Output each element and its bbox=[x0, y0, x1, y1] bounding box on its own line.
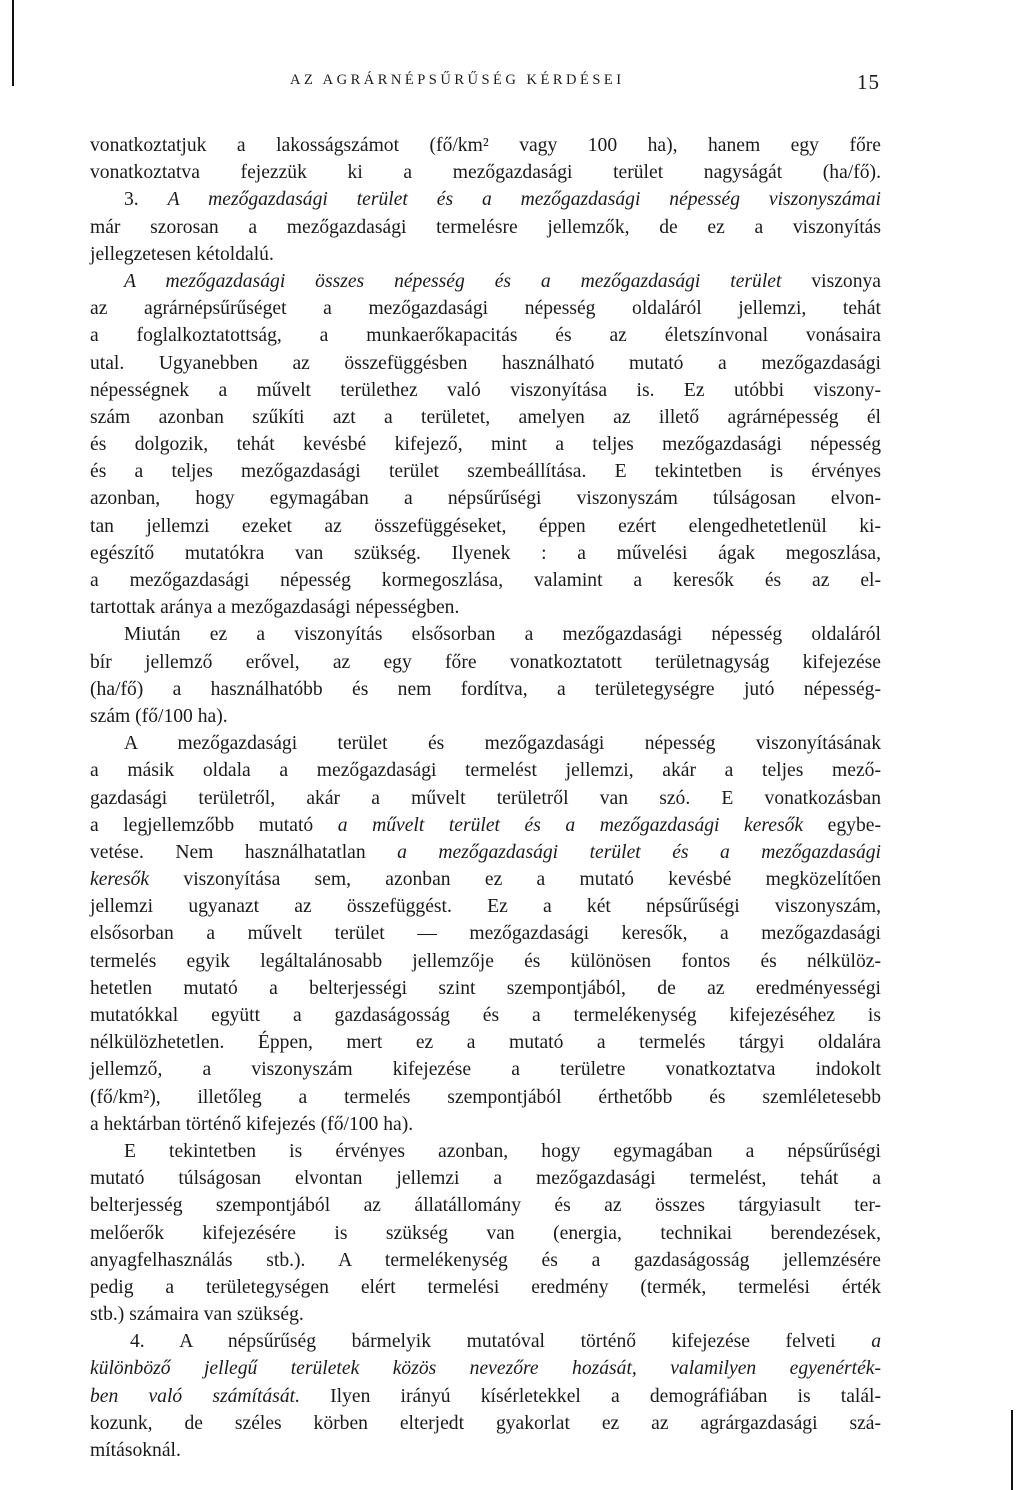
text-line bbox=[90, 1274, 881, 1301]
text-segment: egészítő mutatókra van szükség. Ilyenek : a művelési ágak megoszlása, bbox=[90, 542, 881, 564]
text-line bbox=[90, 458, 881, 485]
italic-text: a bbox=[871, 1331, 881, 1353]
text-line bbox=[90, 350, 881, 377]
text-line bbox=[90, 132, 881, 159]
text-segment: belterjesség szempontjából az állatállomány és az összes tárgyiasult ter- bbox=[90, 1195, 881, 1217]
text-segment: Ilyen irányú kísérletekkel a demográfiában is talál- bbox=[299, 1385, 881, 1407]
text-line bbox=[90, 431, 881, 458]
text-line bbox=[90, 1437, 881, 1464]
italic-text: A mezőgazdasági terület és a mezőgazdasági népesség viszonyszámai bbox=[167, 189, 882, 211]
text-line bbox=[90, 322, 881, 349]
text-segment: nélkülözhetetlen. Éppen, mert ez a mutató a termelés tárgyi oldalára bbox=[90, 1032, 881, 1054]
text-line bbox=[90, 567, 881, 594]
text-line bbox=[90, 186, 881, 213]
text-line bbox=[90, 1138, 881, 1165]
text-line bbox=[90, 1056, 881, 1083]
text-line bbox=[90, 540, 881, 567]
text-line bbox=[90, 812, 881, 839]
text-segment: és dolgozik, tehát kevésbé kifejező, mint a teljes mezőgazdasági népesség bbox=[90, 434, 881, 456]
text-segment: mutatókkal együtt a gazdaságosság és a termelékenység kifejezéséhez is bbox=[90, 1005, 881, 1026]
text-line bbox=[90, 621, 881, 648]
text-line bbox=[90, 377, 881, 404]
page-number: 15 bbox=[857, 70, 880, 94]
text-segment: termelés egyik legáltalánosabb jellemzője és különösen fontos és nélkülöz- bbox=[90, 950, 881, 972]
text-segment: bír jellemző erővel, az egy főre vonatkoztatott területnagyság kifejezése bbox=[90, 651, 881, 673]
text-line bbox=[90, 1383, 881, 1410]
text-line bbox=[90, 295, 881, 322]
text-line bbox=[90, 1192, 881, 1219]
text-segment: szám azonban szűkíti azt a területet, amelyen az illető agrárnépesség él bbox=[90, 406, 881, 428]
text-line bbox=[90, 1247, 881, 1274]
text-line bbox=[90, 1111, 881, 1138]
text-segment: 3. bbox=[124, 189, 168, 211]
text-segment: vonatkoztatjuk a lakosságszámot (fő/km² vagy 100 ha), hanem egy főre bbox=[90, 135, 881, 156]
text-segment: Miután ez a viszonyítás elsősorban a mezőgazdasági népesség oldaláról bbox=[124, 624, 881, 646]
text-line bbox=[90, 159, 881, 186]
body-text bbox=[90, 132, 881, 1464]
running-header bbox=[90, 70, 880, 100]
text-line bbox=[90, 241, 881, 268]
text-line bbox=[90, 513, 881, 540]
text-line bbox=[90, 920, 881, 947]
text-segment: jellegzetesen kétoldalú. bbox=[90, 243, 274, 265]
text-segment: stb.) számaira van szükség. bbox=[90, 1304, 304, 1326]
text-segment: a másik oldala a mezőgazdasági termelést jellemzi, akár a teljes mező- bbox=[90, 760, 881, 782]
text-line bbox=[90, 785, 881, 812]
text-segment: viszonya bbox=[781, 270, 881, 292]
text-segment: jellemző, a viszonyszám kifejezése a területre vonatkoztatva indokolt bbox=[90, 1059, 881, 1081]
text-line bbox=[90, 594, 881, 621]
text-segment: (ha/fő) a használhatóbb és nem fordítva, a területegységre jutó népesség- bbox=[90, 678, 881, 700]
text-line bbox=[90, 893, 881, 920]
text-segment: a legjellemzőbb mutató bbox=[90, 814, 338, 836]
italic-text: különböző jellegű területek közös nevezőre hozását, valamilyen egyenérték- bbox=[90, 1358, 881, 1380]
text-line bbox=[90, 1084, 881, 1111]
text-line bbox=[90, 703, 881, 730]
text-line bbox=[90, 214, 881, 241]
text-segment: népességnek a művelt területhez való viszonyítása is. Ez utóbbi viszony- bbox=[90, 379, 881, 401]
text-segment: anyagfelhasználás stb.). A termelékenység és a gazdaságosság jellemzésére bbox=[90, 1249, 881, 1271]
text-line bbox=[90, 649, 881, 676]
italic-text: keresők bbox=[90, 869, 150, 891]
text-line bbox=[90, 1410, 881, 1437]
text-line bbox=[90, 676, 881, 703]
italic-text: ben való számítását. bbox=[90, 1385, 300, 1407]
text-segment: melőerők kifejezésére is szükség van (energia, technikai berendezések, bbox=[90, 1222, 881, 1244]
text-segment: és a teljes mezőgazdasági terület szembeállítása. E tekintetben is érvényes bbox=[90, 461, 881, 483]
text-segment: egybe- bbox=[803, 814, 881, 836]
text-segment: viszonyítása sem, azonban ez a mutató kevésbé megközelítően bbox=[149, 869, 881, 891]
text-segment: utal. Ugyanebben az összefüggésben használható mutató a mezőgazdasági bbox=[90, 352, 881, 374]
text-line bbox=[90, 268, 881, 295]
text-segment: 4. A népsűrűség bármelyik mutatóval történő kifejezése felveti bbox=[130, 1331, 872, 1353]
text-segment: szám (fő/100 ha). bbox=[90, 705, 228, 727]
text-line bbox=[90, 1165, 881, 1192]
text-segment: az agrárnépsűrűséget a mezőgazdasági népesség oldaláról jellemzi, tehát bbox=[90, 298, 881, 320]
text-segment: azonban, hogy egymagában a népsűrűségi viszonyszám túlságosan elvon- bbox=[90, 488, 881, 510]
text-segment: hetetlen mutató a belterjességi szint szempontjából, de az eredményességi bbox=[90, 977, 881, 999]
text-segment: tan jellemzi ezeket az összefüggéseket, éppen ezért elengedhetetlenül ki- bbox=[90, 515, 881, 537]
text-line bbox=[90, 757, 881, 784]
italic-text: a művelt terület és a mezőgazdasági keresők bbox=[337, 814, 804, 836]
text-line bbox=[90, 1029, 881, 1056]
running-title: AZ AGRÁRNÉPSŰRŰSÉG KÉRDÉSEI bbox=[290, 72, 625, 88]
text-segment: elsősorban a művelt terület — mezőgazdasági keresők, a mezőgazdasági bbox=[90, 923, 881, 945]
text-line bbox=[90, 1002, 881, 1029]
text-segment: gazdasági területről, akár a művelt területről van szó. E vonatkozásban bbox=[90, 787, 881, 809]
text-line bbox=[90, 948, 881, 975]
text-line bbox=[90, 485, 881, 512]
text-segment: már szorosan a mezőgazdasági termelésre jellemzők, de ez a viszonyítás bbox=[90, 216, 881, 238]
text-segment: (fő/km²), illetőleg a termelés szempontjából érthetőbb és szemléletesebb bbox=[90, 1086, 881, 1108]
text-segment: E tekintetben is érvényes azonban, hogy egymagában a népsűrűségi bbox=[124, 1140, 881, 1162]
text-line bbox=[90, 404, 881, 431]
text-segment: a hektárban történő kifejezés (fő/100 ha). bbox=[90, 1113, 414, 1135]
italic-text: A mezőgazdasági összes népesség és a mezőgazdasági terület bbox=[124, 270, 782, 292]
text-segment: vetése. Nem használhatatlan bbox=[90, 841, 398, 863]
italic-text: a mezőgazdasági terület és a mezőgazdasági bbox=[397, 841, 881, 863]
text-segment: jellemzi ugyanazt az összefüggést. Ez a két népsűrűségi viszonyszám, bbox=[90, 896, 881, 918]
text-line bbox=[90, 1328, 881, 1355]
text-line bbox=[90, 1220, 881, 1247]
text-line bbox=[90, 1355, 881, 1382]
text-line bbox=[90, 839, 881, 866]
text-segment: kozunk, de széles körben elterjedt gyakorlat ez az agrárgazdasági szá- bbox=[90, 1412, 881, 1434]
text-segment: tartottak aránya a mezőgazdasági népességben. bbox=[90, 597, 460, 619]
scan-edge-mark-left bbox=[12, 0, 14, 86]
text-segment: pedig a területegységen elért termelési eredmény (termék, termelési érték bbox=[90, 1276, 881, 1298]
scan-edge-mark-right bbox=[1011, 1410, 1013, 1490]
text-segment: a foglalkoztatottság, a munkaerőkapacitás és az életszínvonal vonásaira bbox=[90, 325, 881, 347]
text-segment: mításoknál. bbox=[90, 1440, 181, 1461]
text-segment: a mezőgazdasági népesség kormegoszlása, valamint a keresők és az el- bbox=[90, 570, 881, 591]
text-segment: mutató túlságosan elvontan jellemzi a mezőgazdasági termelést, tehát a bbox=[90, 1168, 881, 1190]
text-segment: vonatkoztatva fejezzük ki a mezőgazdasági terület nagyságát (ha/fő). bbox=[90, 162, 881, 184]
text-line bbox=[90, 730, 881, 757]
text-line bbox=[90, 975, 881, 1002]
text-line bbox=[90, 866, 881, 893]
text-line bbox=[90, 1301, 881, 1328]
text-segment: A mezőgazdasági terület és mezőgazdasági népesség viszonyításának bbox=[124, 733, 881, 755]
